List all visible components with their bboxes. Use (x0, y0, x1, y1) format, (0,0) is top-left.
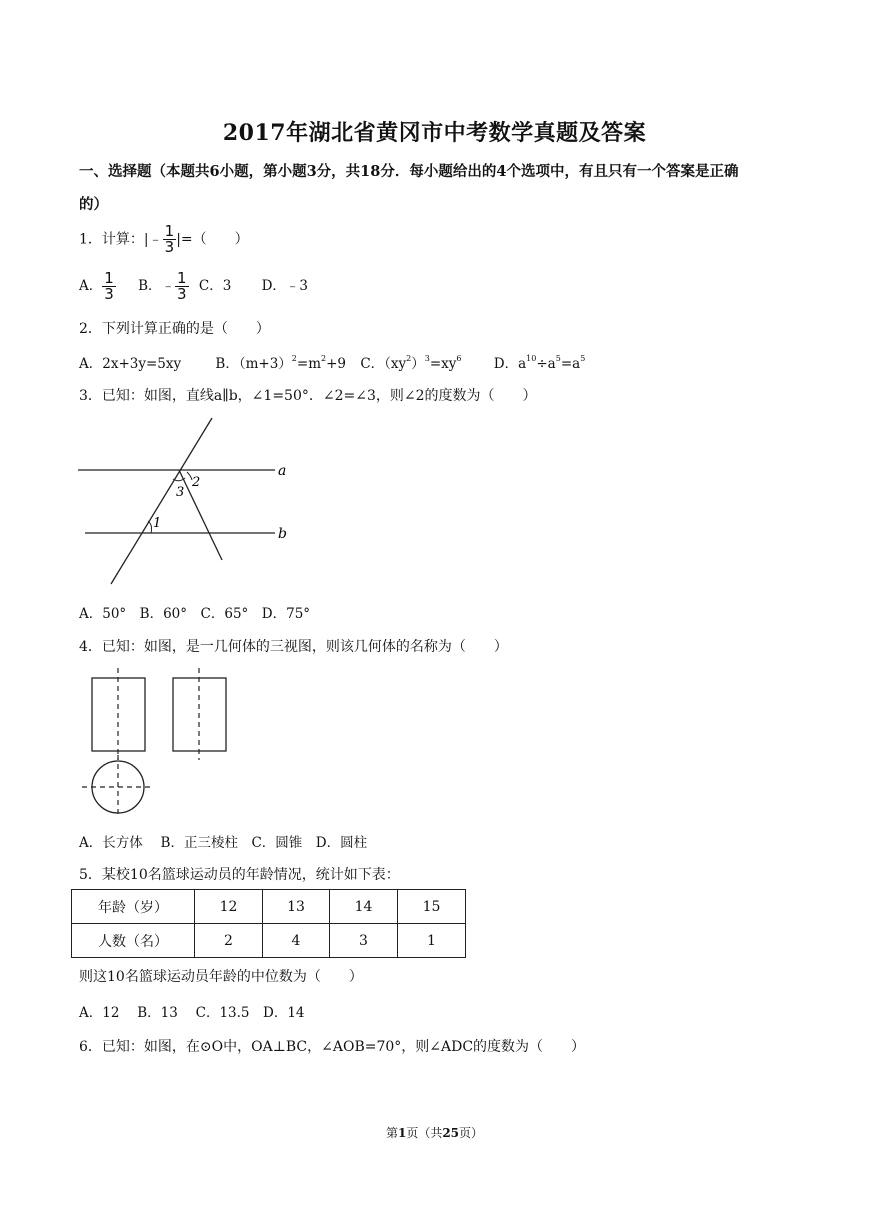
table-cell: 1 (398, 924, 466, 958)
q1-numerator: 1 (164, 222, 175, 240)
table-row (72, 924, 466, 958)
table-cell: 14 (330, 890, 398, 924)
question-3-options: A．50° B．60° C．65° D．75° (79, 606, 311, 622)
q1-option-b-num: 1 (177, 269, 187, 287)
question-4-options: A．长方体 B．正三棱柱 C．圆锥 D．圆柱 (79, 835, 368, 851)
q2-option-a: A．2x+3y=5xy (79, 356, 182, 372)
table-cell: 12 (195, 890, 263, 924)
question-6-stem: 6．已知：如图，在⊙O中，OA⊥BC，∠AOB=70°，则∠ADC的度数为（ ） (79, 1039, 586, 1055)
page-footer: 第1页（共25页） (385, 1126, 484, 1140)
age-table (71, 889, 466, 958)
q2-option-b: B．$(m+3)^2=m^2+9$ (215, 354, 347, 372)
q1-suffix: |=（ ） (176, 231, 249, 248)
label-1: 1 (153, 516, 162, 531)
question-5-options: A．12 B．13 C．13.5 D．14 (79, 1005, 305, 1021)
page-title: 2017年湖北省黄冈市中考数学真题及答案 (222, 120, 647, 146)
table-cell: 15 (398, 890, 466, 924)
question-2-stem: 2．下列计算正确的是（ ） (79, 321, 270, 337)
q1-abs-open: |﹣ (143, 231, 163, 248)
q1-prefix: 1．计算： (79, 231, 144, 248)
table-row (72, 890, 466, 924)
question-5-after: 则这10名篮球运动员年龄的中位数为（ ） (79, 969, 363, 985)
label-b: b (278, 526, 287, 542)
section-heading: 一、选择题（本题共6小题，第小题3分，共18分．每小题给出的4个选项中，有且只有一个答案是正确 (79, 163, 739, 180)
section-heading-cont: 的） (79, 196, 108, 213)
question-4-stem: 4．已知：如图，是一几何体的三视图，则该几何体的名称为（ ） (79, 639, 508, 655)
q1-option-a-num: 1 (104, 269, 114, 287)
table-cell: 4 (263, 924, 330, 958)
q1-option-b-fraction (175, 271, 189, 302)
question-1-options (79, 271, 308, 302)
label-a: a (278, 463, 287, 479)
transversal-1 (111, 418, 212, 584)
q1-option-a-den: 3 (104, 285, 114, 303)
q1-option-d: D．﹣3 (261, 278, 308, 294)
question-1-stem (79, 224, 249, 255)
question-5-stem: 5．某校10名篮球运动员的年龄情况，统计如下表： (79, 867, 400, 883)
table-cell: 13 (263, 890, 330, 924)
page-number: 1 (397, 1126, 407, 1140)
q1-fraction (163, 224, 177, 255)
q1-option-b-den: 3 (177, 285, 187, 303)
parallel-lines-figure (75, 412, 295, 592)
q2-option-c: C．$(xy^2)^3=xy^6$ (360, 354, 462, 372)
question-2-options (79, 352, 585, 372)
q1-denominator: 3 (164, 238, 175, 256)
three-views-figure (78, 668, 248, 823)
label-3: 3 (176, 485, 185, 500)
q1-option-b-label: B． (138, 278, 162, 294)
q1-option-a-label: A． (79, 278, 103, 294)
table-cell: 3 (330, 924, 398, 958)
total-pages: 25 (442, 1126, 460, 1140)
table-cell: 2 (195, 924, 263, 958)
label-2: 2 (192, 475, 201, 490)
q1-option-a-fraction (102, 271, 116, 302)
q2-option-d: D．$a^{10}\div a^5=a^5$ (493, 354, 586, 372)
question-3-stem: 3．已知：如图，直线a∥b，∠1=50°．∠2=∠3，则∠2的度数为（ ） (79, 388, 537, 404)
table-cell: 人数（名） (72, 924, 195, 958)
q1-option-c: C．3 (198, 278, 232, 294)
q1-option-b-sign: ﹣ (161, 278, 176, 294)
transversal-2 (179, 470, 222, 560)
table-cell: 年龄（岁） (72, 890, 195, 924)
